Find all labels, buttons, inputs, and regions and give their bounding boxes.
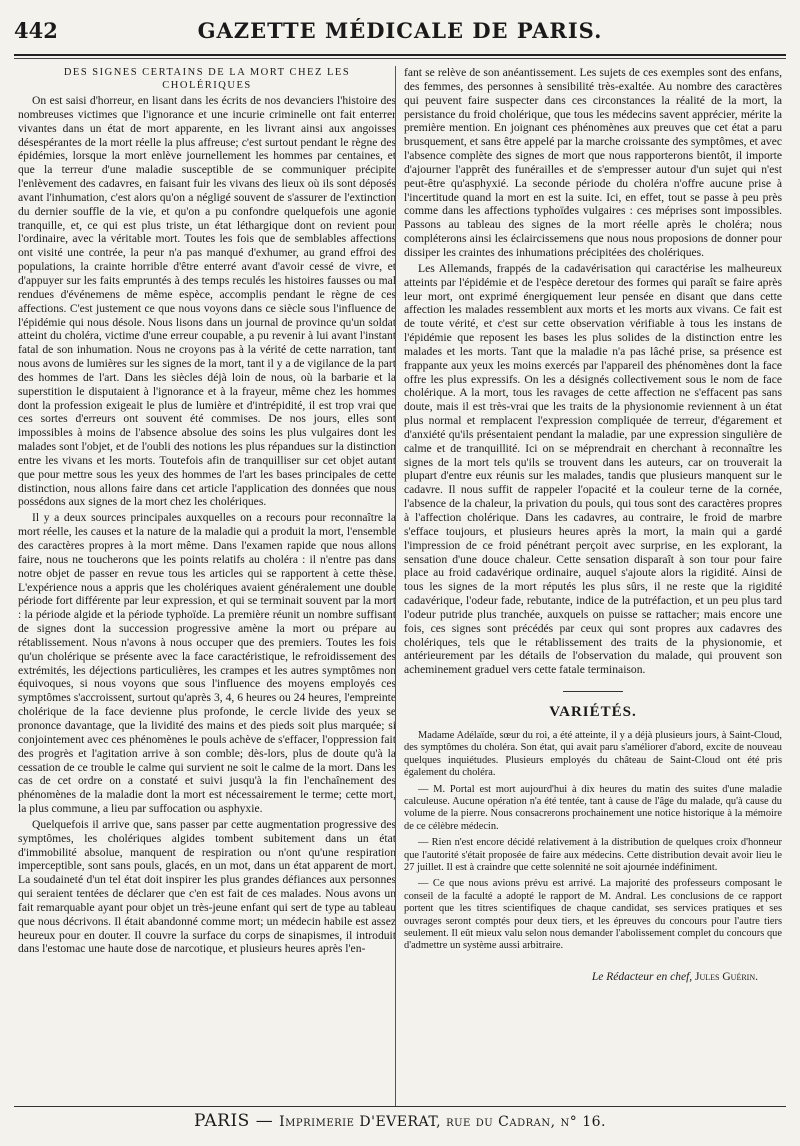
article-paragraph: Quelquefois il arrive que, sans passer par cette augmentation progressive des symptômes, les cholériques algides tombent subitement dans un état d'immobilité absolue, manquent de respiration ou n'ont qu'une respiration imperceptible, sont sans pouls, glacés, en un mot, dans un état apparent de mort. La soudaineté d'un tel état doit inspirer les plus grandes défiances aux personnes qui seraient tentées de déclarer que c'en est fait de ces malades. Nous avons un fait remarquable ayant pour objet un très-jeune enfant qui sert de type au tableau que nous décrivons. Il était abandonné comme mort; un médecin habile est assez heureux pour en douter. Il couvre la surface du corps de sinapismes, il introduit dans l'estomac une haute dose de narcotique, et plusieurs heures après l'en- xyxy=(18,817,396,956)
news-section xyxy=(404,730,782,953)
header-rule xyxy=(14,54,786,56)
editor-role: Le Rédacteur en chef, xyxy=(591,970,693,983)
article-paragraph: Il y a deux sources principales auxquelles on a recours pour reconnaître la mort réelle, les causes et la nature de la maladie qui a produit la mort, l'ensemble des caractères propres à la mort même. Dans l'examen rapide que nous allons faire, nous ne toucherons que les points relatifs au choléra : il n'entre pas dans notre objet de passer en revue tous les articles qui se rapportent à cette thèse. L'expérience nous a appris que les cholériques avaient généralement une double période fort différente par leur expression, et qui se terminait souvent par la mort : la période algide et la période typhoïde. La première réunit un nombre suffisant de signes dont la succession progressive amène la mort ou prépare au rétablissement. Nous n'avons à nous occuper que des premiers. Toutes les fois qu'un cholérique se présente avec la face caractéristique, le refroidissement des extrémités, les déjections particulières, les crampes et les autres symptômes non équivoques, si nous voyons que sous l'influence des moyens employés ces symptômes s'accroissent, surtout qu'après 3, 4, 6 heures ou 24 heures, l'empreinte cholérique de la face devienne plus profonde, le cercle livide des yeux se prononce davantage, que la lividité des mains et des pieds soit plus marquée; si conjointement avec ces phénomènes le pouls achève de s'effacer, l'oppression fait des progrès et l'agitation arrive à son comble; dès-lors, plus de doute qu'à la cessation de ce trouble le calme qui survient ne soit le calme de la mort. Dans les cas de cet ordre on a constaté et suivi jusqu'à la fin l'enchaînement des phénomènes de la maladie dont la mort est nécessairement le terme; cette mort, la plus commune, a lieu par suffocation ou asphyxie. xyxy=(18,511,396,816)
right-column xyxy=(404,66,782,1102)
news-item: Madame Adélaïde, sœur du roi, a été atteinte, il y a déjà plusieurs jours, à Saint-Cloud, des symptômes du choléra. Son état, qui avait paru s'améliorer d'abord, excite de nouveau quelques inquiétudes. Plusieurs employés du château de Saint-Cloud ont été pris également du choléra. xyxy=(404,729,782,779)
editor-signature xyxy=(404,971,782,985)
article-title: DES SIGNES CERTAINS DE LA MORT CHEZ LES CHOLÉRIQUES xyxy=(63,67,351,91)
news-item: — Rien n'est encore décidé relativement à la distribution de quelques croix d'honneur que l'autorité s'était proposée de faire aux médecins. Cette distribution devait avoir lieu le 27 juillet. Il est à craindre que cette solennité ne soit ajournée indéfiniment. xyxy=(404,837,782,874)
header-rule-thin xyxy=(14,58,786,59)
article-paragraph: fant se relève de son anéantissement. Les sujets de ces exemples sont des enfans, des femmes, des personnes à sensibilité très-exaltée. Au nombre des caractères qui peuvent faire suspecter dans ces circonstances la réalité de la mort, la persistance du froid cholérique, que tous les médecins savent apprécier, mérite la première mention. En joignant ces phénomènes aux preuves que cet état a paru brusquement, et sans être appelé par la marche croissante des symptômes, et avec l'absence complète des signes de mort que nous rapporterons bientôt, il importe d'ajourner l'apprêt des funérailles et de s'empresser autour d'un sujet qui n'est peut-être qu'asphyxié. La seconde période du choléra n'offre aucune prise à l'incertitude quand la mort en est la suite. Ici, en effet, tout se passe à peu près comme dans les affections typhoïdes vulgaires : ces méprises sont impossibles. Passons au tableau des signes de la mort réelle après le choléra; nous compléterons ainsi les éclaircissemens que nous nous proposions de donner pour dissiper les craintes des inhumations précipitées des cholériques. xyxy=(404,66,782,259)
footer-printer: Imprimerie D'EVERAT, rue du Cadran, n° 16. xyxy=(279,1114,606,1130)
article-paragraph: On est saisi d'horreur, en lisant dans les écrits de nos devanciers l'histoire des nombreuses victimes que l'ignorance et une incurie criminelle ont fait enterrer vivantes dans un état de mort apparente, en les livrant ainsi aux angoisses désespérantes de la mort réelle la plus affreuse; c'est surtout pendant le règne des épidémies, lorsque la mort enlève journellement les hommes par centaines, et que la terreur d'une maladie susceptible de se communiquer précipite l'enlèvement des cadavres, en faisant fuir les vivans des lieux où ils sont déposés avant l'inhumation, c'est alors qu'on a négligé souvent de s'assurer de l'extinction du dernier souffle de la vie, et qu'on a pu confondre quelquefois une agonie tranquille, et, ce qui est plus triste, un état léthargique dont on revient pour l'ordinaire, avec la véritable mort. Toutes les fois que de semblables affections ont visité une contrée, la peur n'a pas manqué d'exhumer, au grand effroi des populations, la crainte horrible d'être enterré avant d'avoir cessé de vivre, et d'appuyer sur les faits empruntés à des temps reculés les histoires fausses ou mal rendues d'événemens de même espèce, accomplis pendant le règne de ces affections. C'est justement ce que nous voyons dans ce siècle sous l'influence de l'épidémie qui nous désole. Nous lisons dans un journal de province qu'un soldat atteint du choléra, victime d'une erreur coupable, a pu revenir à lui avant l'instant fatal de son inhumation. Nous ne croyons pas à la vérité de cette narration, tant nous avons de lumières sur les signes de la mort, tant il y a de vigilance de la part des hommes de l'art. Dans les siècles déjà loin de nous, où la barbarie et la superstition le disputaient à l'ignorance et à la frayeur, même chez les hommes dont la profession exigeait le plus de lumière et d'intrépidité, il est trop vrai que ces sortes d'erreurs ont souvent été commises. De nos jours, elles sont impossibles à moins de l'absence absolue des soins les plus vulgaires dont les malades sont l'objet, et de l'oubli des notions les plus répandues sur la distinction entre les vivans et les morts. Toutefois afin de tranquilliser sur cet objet autant que pour mettre sous les yeux des hommes de l'art les bases principales de cette distinction, nous allons faire dans cet article l'application des données que nous possédons aux signes de la mort chez les cholériques. xyxy=(18,94,396,509)
left-column xyxy=(18,66,396,1102)
news-item: — M. Portal est mort aujourd'hui à dix heures du matin des suites d'une maladie calculeuse. Aucune opération n'a été tentée, tant à cause de l'âge du malade, qu'à cause du volume de la pierre. Nous consacrerons prochainement une notice historique à la mémoire de ce célèbre médecin. xyxy=(404,783,782,832)
footer-rule xyxy=(14,1106,786,1107)
editor-name: Jules Guérin. xyxy=(695,970,758,983)
section-separator xyxy=(563,691,623,692)
article-paragraph: Les Allemands, frappés de la cadavérisation qui caractérise les malheureux atteints par l'épidémie et de l'espèce deretour des formes qui paraît se faire après leur mort, ont exprimé énergiquement leur pensée en disant que dans cette affection les malades ressemblent aux morts et les morts aux vivans. Ce fait est de toute vérité, et c'est sur cette observation vérifiable à tous les instans de l'épidémie que reposent les bases les plus solides de la distinction entre les malades et les morts. Tant que la maladie n'a pas lâché prise, sa présence est frappante aux yeux les moins exercés par l'appareil des phénomènes dont la face offre les plus expressifs. On les a désignés collectivement sous le nom de face cholérique. A la mort, tous les ravages de cette affection ne s'effacent pas sans doute, mais il est très-vrai que les traits de la physionomie reviennent à un état plus normal et remplacent l'expression compliquée de terreur, d'égarement et d'anxiété qu'ils présentaient pendant la maladie, par une expression singulière de calme et de tranquillité. Ici on se méprendrait en cherchant à reconnaître les signes de la mort tels qu'ils se trouvent dans les auteurs, car on trouverait la plupart d'entre eux réunis sur les malades, tandis que plusieurs manquent sur le cadavre. Il nous suffit de rappeler l'opacité et la couleur terne de la cornée, l'absence de la chaleur, la privation du pouls, qui tous sont des caractères propres à l'affection cholérique. Dans les cadavres, au contraire, le froid de marbre s'efface toujours, et plusieurs heures après la mort, la main qui a gardé l'impression de ce froid pénétrant perçoit avec surprise, en les explorant, la sensation d'une douce chaleur. Cette sensation disparaît à son tour pour faire place au froid cadavérique ordinaire, auquel s'ajoute alors la rigidité. Ainsi de tous les signes de la mort réputés les plus sûrs, il ne reste que la rigidité cadavérique, l'odeur fade, rebutante, indice de la putréfaction, et un peu plus tard l'odeur putride plus tranchée, auxquels on puisse se rattacher; mais encore une fois, ces signes sont précédés par ceux qui sont propres aux cadavres des cholériques, tels que le rétablissement des traits de la physionomie, et antérieurement par les détails de l'observation du malade, qui prouvent son acheminement graduel vers cette fatale terminaison. xyxy=(404,261,782,677)
page-header xyxy=(14,18,786,48)
column-divider xyxy=(395,66,396,1106)
varietes-heading: VARIÉTÉS. xyxy=(549,704,637,721)
news-item: — Ce que nous avions prévu est arrivé. La majorité des professeurs composant le conseil de la faculté a adopté le rapport de M. Andral. Les conclusions de ce rapport portent que les titres scientifiques de chaque candidat, ses services pratiques et ses ouvrages seront comptés pour deux tiers, et les épreuves du concours pour l'autre tiers seulement. Il eût mieux valu selon nous demander l'abolissement complet du concours que d'admettre un système aussi arbitraire. xyxy=(404,878,782,952)
footer-city: PARIS — xyxy=(194,1111,274,1131)
journal-title: GAZETTE MÉDICALE DE PARIS. xyxy=(197,18,603,43)
page-footer xyxy=(0,1111,800,1131)
page-number: 442 xyxy=(14,18,58,43)
